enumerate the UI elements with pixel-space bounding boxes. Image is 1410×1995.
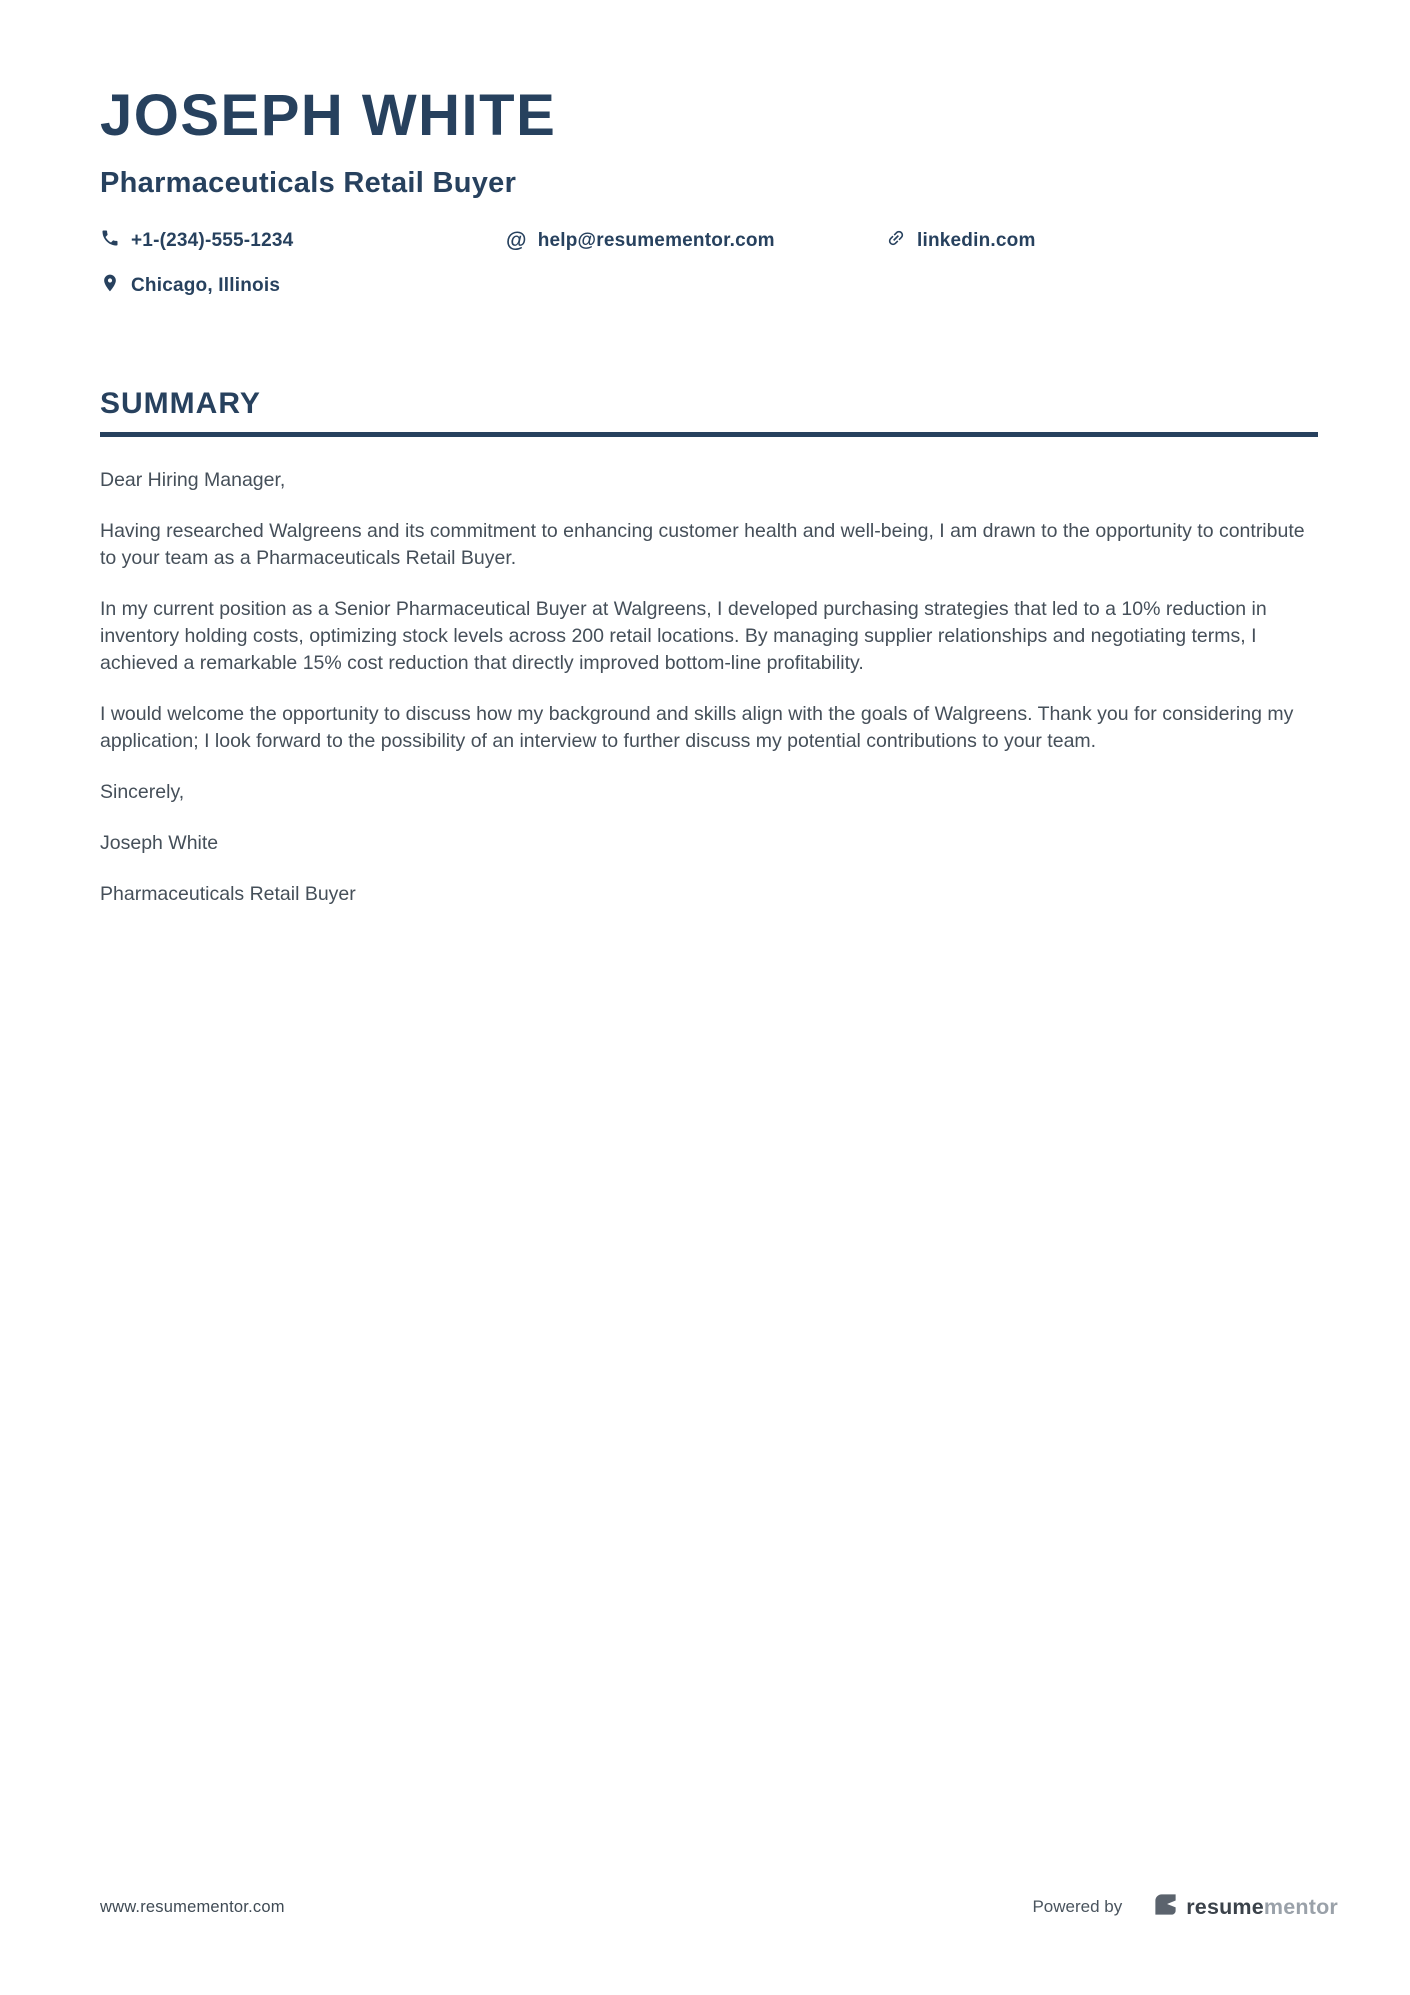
page-content <box>0 0 1410 908</box>
brand-wordmark-light: mentor <box>1263 1894 1338 1919</box>
salutation: Dear Hiring Manager, <box>100 468 286 491</box>
resumementor-brand-link[interactable] <box>1152 1891 1338 1923</box>
contact-phone <box>100 228 506 254</box>
contact-location <box>100 273 506 299</box>
contact-email-value[interactable]: help@resumementor.com <box>537 229 775 251</box>
location-pin-icon <box>100 273 120 299</box>
header <box>100 83 1318 299</box>
resumementor-logo-icon <box>1152 1891 1179 1923</box>
letter-paragraph: In my current position as a Senior Pharmaceutical Buyer at Walgreens, I developed purchasing strategies that led to a 10% reduction in inventory holding costs, optimizing stock levels across 200 retail locations. By managing supplier relationships and negotiating terms, I achieved a remarkable 15% cost reduction that directly improved bottom-line profitability. <box>100 597 1267 674</box>
person-job-title: Pharmaceuticals Retail Buyer <box>100 166 517 199</box>
phone-icon <box>100 228 120 254</box>
page-footer <box>100 1891 1338 1923</box>
letter-body <box>100 467 1318 908</box>
contact-linkedin[interactable] <box>886 228 1318 254</box>
at-icon: @ <box>506 229 527 253</box>
brand-wordmark-bold: resume <box>1186 1894 1264 1919</box>
contact-info <box>100 228 1318 299</box>
person-name: JOSEPH WHITE <box>100 83 557 148</box>
contact-email[interactable] <box>506 230 886 252</box>
link-icon <box>886 228 906 254</box>
contact-location-value: Chicago, Illinois <box>131 274 281 296</box>
letter-paragraph: Having researched Walgreens and its commitment to enhancing customer health and well-being, I am drawn to the opportunity to contribute to your team as a Pharmaceuticals Retail Buyer. <box>100 519 1305 569</box>
signer-title: Pharmaceuticals Retail Buyer <box>100 882 356 905</box>
summary-section <box>100 387 1318 908</box>
powered-by <box>1032 1891 1338 1923</box>
brand-wordmark <box>1186 1895 1338 1920</box>
contact-phone-value: +1-(234)-555-1234 <box>131 229 294 251</box>
section-heading: SUMMARY <box>100 387 1318 437</box>
footer-website-link[interactable]: www.resumementor.com <box>100 1897 285 1916</box>
contact-linkedin-value[interactable]: linkedin.com <box>917 229 1036 251</box>
closing: Sincerely, <box>100 780 185 803</box>
signer-name: Joseph White <box>100 831 219 854</box>
powered-by-label: Powered by <box>1032 1897 1123 1916</box>
letter-paragraph: I would welcome the opportunity to discuss how my background and skills align with the goals of Walgreens. Thank you for considering my application; I look forward to the possibility of an interview to further discuss my potential contributions to your team. <box>100 702 1294 752</box>
